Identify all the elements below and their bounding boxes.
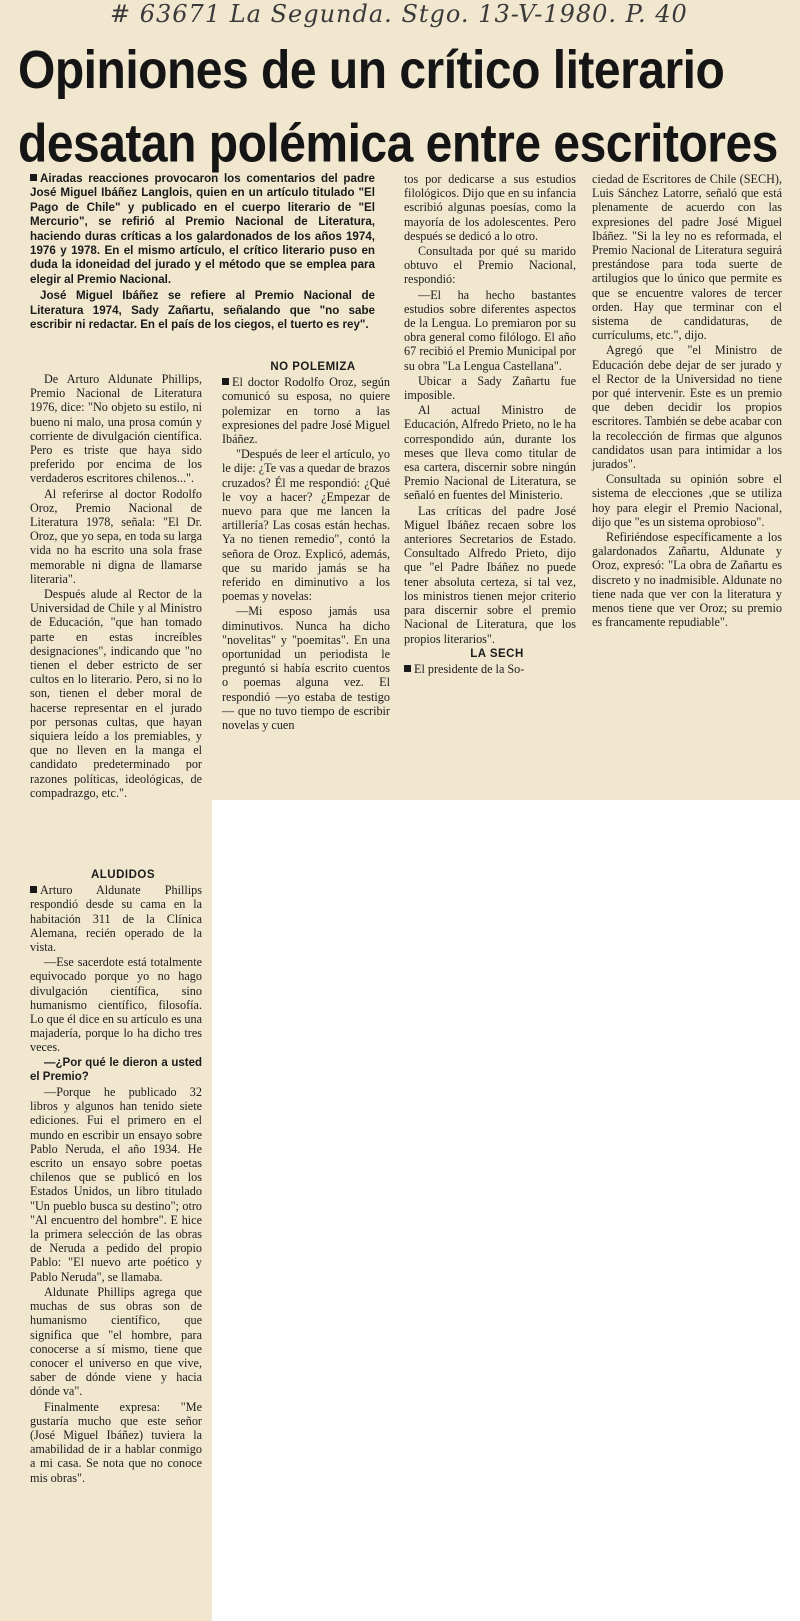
paragraph: —El ha hecho bastantes estudios sobre diferentes aspectos de la Lengua. Lo premiaron por su obra general como filólogo. El año 67 recibió el Premio Municipal por su obra "La Lengua Castellana".	[404, 287, 576, 373]
lead-text-1: Airadas reacciones provocaron los comentarios del padre José Miguel Ibáñez Langlois, quien en un artículo titulado "El Pago de Chile" y publicado en el cuerpo literario de "El Mercurio", se refirió al Premio Nacional de Literatura, haciendo duras críticas a los galardonados de los años 1974, 1976 y 1978. En el mismo artículo, el crítico literario puso en duda la idoneidad del jurado y el método que se emplea para elegir al Premio Nacional.	[30, 172, 375, 286]
paragraph: Consultada su opinión sobre el sistema de elecciones ,que se utiliza hoy para elegir el Premio Nacional, dijo que "es un sistema oprobioso".	[592, 472, 782, 529]
paragraph: Aldunate Phillips agrega que muchas de sus obras son de humanismo científico, que significa que "el hombre, para conocerse a sí mismo, tiene que conocer el universo en que vive, saber de dónde viene y hacia dónde va".	[30, 1284, 202, 1399]
bullet-square-icon	[404, 665, 411, 672]
paragraph-question: —¿Por qué le dieron a usted el Premio?	[30, 1056, 202, 1083]
bullet-square-icon	[30, 174, 37, 181]
paragraph: ciedad de Escritores de Chile (SECH), Luis Sánchez Latorre, señaló que está plenamente de acuerdo con las expresiones del padre José Miguel Ibáñez. "Si la ley no es reformada, el Premio Nacional de Literatura seguirá prestándose para toda suerte de artilugios que lo único que permite es que se encuentre valores de tercer orden. Hay que terminar con el sistema de candidaturas, de currículums, etc.", dijo.	[592, 172, 782, 343]
lead-paragraph-2: José Miguel Ibáñez se refiere al Premio Nacional de Literatura 1974, Sady Zañartu, señalando que "no sabe escribir ni redactar. En el país de los ciegos, el tuerto es rey".	[30, 289, 375, 332]
handwritten-archive-note: # 63671 La Segunda. Stgo. 13-V-1980. P. 40	[110, 0, 688, 28]
paragraph: Consultada por qué su marido obtuvo el Premio Nacional, respondió:	[404, 244, 576, 287]
subheading-la-sech: LA SECH	[470, 647, 524, 660]
paragraph: Las críticas del padre José Miguel Ibáñez recaen sobre los anteriores Secretarios de Estado. Consultado Alfredo Prieto, dijo que "el Padre Ibáñez no puede tener absoluta certeza, si tal vez, los ministros tienen mejor criterio para discernir sobre el premio Nacional de Literatura, que los propios literarios".	[404, 503, 576, 646]
paragraph: "Después de leer el artículo, yo le dije: ¿Te vas a quedar de brazos cruzados? Él me respondió: ¿Qué le voy a hacer? ¿Empezar de nuevo para que me lancen la artillería? Las cosas están hechas. Ya no tienen remedio", contó la señora de Oroz. Explicó, además, que su marido jamás se ha referido en diminutivo a los poemas y novelas:	[222, 447, 390, 604]
paragraph: Después alude al Rector de la Universidad de Chile y al Ministro de Educación, "que han tomado parte en estas increíbles designaciones", indicando que "no tienen el deber estricto de ser cultos en lo literario. Pero, si no lo son, tienen el deber moral de hacerse representar en el jurado por personas cultas, que hayan siquiera leído a los premiables, y que no lleven en la manga el candidato predeterminado por razones políticas, ideológicas, de compadrazgo, etc.".	[30, 587, 202, 800]
paragraph	[404, 662, 576, 676]
paragraph: —Mi esposo jamás usa diminutivos. Nunca ha dicho "novelitas" y "poemitas". En una oportunidad un periodista le preguntó si había escrito cuentos o poemas alguna vez. El respondió —yo estaba de testigo— que no tuvo tiempo de escribir novelas y cuen	[222, 604, 390, 733]
bullet-square-icon	[30, 886, 37, 893]
paragraph: Agregó que "el Ministro de Educación debe dejar de ser jurado y el Rector de la Universidad no tiene por qué intervenir. Este es un premio que deben decidir los propios escritores. También se debe acabar con la recolección de firmas que algunos candidatos usan para intimidar a los jurados".	[592, 343, 782, 472]
paragraph: tos por dedicarse a sus estudios filológicos. Dijo que en su infancia escribió algunas poesías, como la mayoría de los adolescentes. Pero después se dedicó a lo otro.	[404, 172, 576, 243]
lead-paragraph-1	[30, 172, 375, 287]
article-column-2	[222, 361, 390, 733]
bullet-square-icon	[222, 378, 229, 385]
headline-line-1: Opiniones de un crítico literario	[18, 40, 725, 101]
paragraph-text: El presidente de la So-	[414, 661, 525, 676]
paragraph-text: Arturo Aldunate Phillips respondió desde su cama en la habitación 311 de la Clínica Alemana, recién operado de la vista.	[30, 883, 202, 955]
subheading-aludidos: ALUDIDOS	[90, 869, 156, 881]
paragraph: Refiriéndose específicamente a los galardonados Zañartu, Aldunate y Oroz, expresó: "La obra de Zañartu es discreto y no inadmisible. Aldunate no tiene nada que ver con la literatura y menos tiene que ver Oroz; su premio es francamente repudiable".	[592, 530, 782, 630]
paragraph: —Ese sacerdote está totalmente equivocado porque yo no hago divulgación científica, sino humanismo científico, filosofía. Lo que él dice en su artículo es una majadería, porque lo ha dicho tres veces.	[30, 955, 202, 1055]
paragraph-text: El doctor Rodolfo Oroz, según comunicó su esposa, no quiere polemizar en torno a las expresiones del padre José Miguel Ibáñez.	[222, 375, 390, 447]
paragraph: Ubicar a Sady Zañartu fue imposible.	[404, 373, 576, 403]
headline-line-2: desatan polémica entre escritores	[18, 114, 778, 174]
paragraph: Finalmente expresa: "Me gustaría mucho que este señor (José Miguel Ibáñez) tuviera la amabilidad de ir a hablar conmigo a mi casa. Se nota que no conoce mis obras".	[30, 1399, 202, 1485]
paragraph	[222, 375, 390, 446]
paragraph: —Porque he publicado 32 libros y algunos han tenido siete ediciones. Fui el primero en el mundo en escribir un ensayo sobre Pablo Neruda, el año 1934. He escrito un ensayo sobre poetas chilenos que se publicó en los Estados Unidos, un libro titulado "Un pueblo busca su destino"; otro "Al encuentro del hombre". E hice la primera selección de las obras de Neruda a pedido del propio Pablo: "El nuevo arte poético y Pablo Neruda", se llamaba.	[30, 1085, 202, 1284]
paragraph	[30, 883, 202, 954]
headline	[18, 34, 788, 182]
paragraph: De Arturo Aldunate Phillips, Premio Nacional de Literatura 1976, dice: "No objeto su estilo, ni bueno ni malo, una prosa común y corriente de divulgación científica. Pero es triste que haya sido preferido por encima de los verdaderos escritores chilenos...".	[30, 372, 202, 486]
paragraph: Al referirse al doctor Rodolfo Oroz, Premio Nacional de Literatura 1978, señala: "El Dr. Oroz, que yo sepa, en toda su larga vida no ha escrito una sola frase memorable ni digna de llamarse literaria".	[30, 486, 202, 586]
article-column-1	[30, 372, 202, 801]
lead-paragraphs	[30, 172, 375, 334]
article-column-3	[404, 172, 576, 677]
article-column-1-continued	[30, 868, 202, 1486]
article-column-4	[592, 172, 782, 631]
paragraph: Al actual Ministro de Educación, Alfredo Prieto, no le ha correspondido aún, durante los meses que lleva como titular de esa cartera, discernir sobre ningún Premio Nacional de Literatura, se señaló en fuentes del Ministerio.	[404, 403, 576, 503]
subheading-no-polemiza: NO POLEMIZA	[270, 361, 356, 373]
